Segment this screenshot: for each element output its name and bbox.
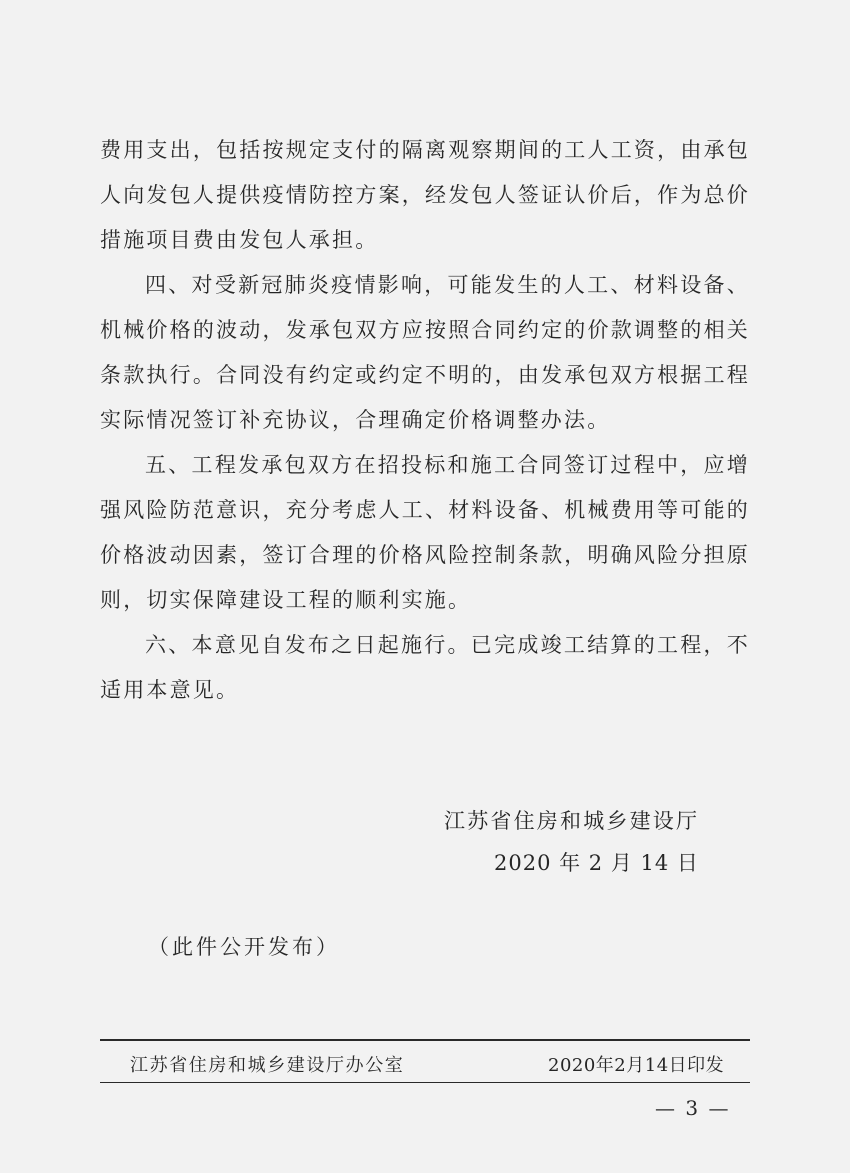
page-number: — 3 — <box>655 1096 731 1120</box>
footer-print-date: 2020年2月14日印发 <box>548 1055 725 1076</box>
paragraph-item-6: 六、本意见自发布之日起施行。已完成竣工结算的工程，不适用本意见。 <box>100 633 750 702</box>
document-body <box>100 128 750 713</box>
signature-date: 2020 年 2 月 14 日 <box>494 851 699 875</box>
paragraph-item-5: 五、工程发承包双方在招投标和施工合同签订过程中，应增强风险防范意识，充分考虑人工、材料设备、机械费用等可能的价格波动因素，签订合理的价格风险控制条款，明确风险分担原则，切实保障建设工程的顺利实施。 <box>100 453 750 612</box>
footer-rule-bottom <box>100 1082 750 1083</box>
publication-note: （此件公开发布） <box>148 935 340 959</box>
footer-rule-top <box>100 1039 750 1041</box>
paragraph-item-4: 四、对受新冠肺炎疫情影响，可能发生的人工、材料设备、机械价格的波动，发承包双方应按照合同约定的价款调整的相关条款执行。合同没有约定或约定不明的，由发承包双方根据工程实际情况签订补充协议，合理确定价格调整办法。 <box>100 273 750 432</box>
paragraph-continuation: 费用支出，包括按规定支付的隔离观察期间的工人工资，由承包人向发包人提供疫情防控方案，经发包人签证认价后，作为总价措施项目费由发包人承担。 <box>100 138 750 252</box>
footer-issuing-office: 江苏省住房和城乡建设厅办公室 <box>130 1055 405 1076</box>
signature-organization: 江苏省住房和城乡建设厅 <box>444 809 700 833</box>
